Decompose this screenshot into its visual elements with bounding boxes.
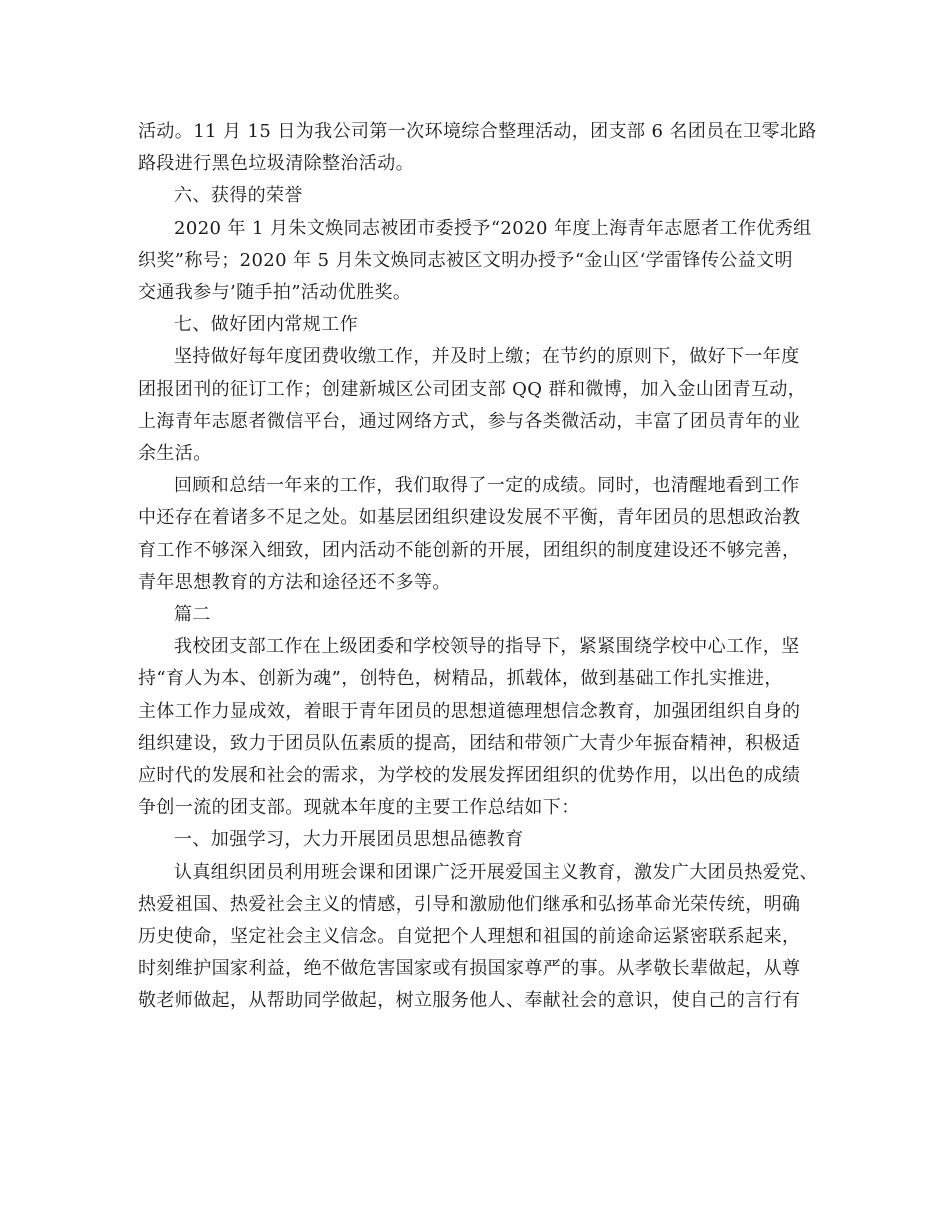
text-line: 我校团支部工作在上级团委和学校领导的指导下，紧紧围绕学校中心工作，坚: [174, 636, 800, 658]
text-line: 七、做好团内常规工作: [174, 314, 358, 336]
paragraph: [138, 470, 818, 599]
text-line: 敬老师做起，从帮助同学做起，树立服务他人、奉献社会的意识，使自己的言行有: [138, 990, 801, 1012]
text-line: 六、获得的荣誉: [174, 185, 303, 207]
text-line: 育工作不够深入细致，团内活动不能创新的开展，团组织的制度建设还不够完善，: [138, 539, 801, 561]
paragraph: [138, 631, 818, 824]
text-line: 组织建设，致力于团员队伍素质的提高，团结和带领广大青少年振奋精神，积极适: [138, 732, 801, 754]
text-line: 一、加强学习，大力开展团员思想品德教育: [174, 829, 524, 851]
text-line: 交通我参与’随手拍”活动优胜奖。: [138, 282, 412, 304]
text-line: 篇二: [174, 604, 211, 626]
text-line: 应时代的发展和社会的需求，为学校的发展发挥团组织的优势作用，以出色的成绩: [138, 765, 801, 787]
text-line: 争创一流的团支部。现就本年度的主要工作总结如下：: [138, 797, 580, 819]
text-line: 活动。11 月 15 日为我公司第一次环境综合整理活动，团支部 6 名团员在卫零北路: [138, 121, 817, 142]
paragraph: [138, 180, 818, 212]
text-line: 中还存在着诸多不足之处。如基层团组织建设发展不平衡，青年团员的思想政治教: [138, 507, 801, 529]
text-line: 2020 年 1 月朱文焕同志被团市委授予“2020 年度上海青年志愿者工作优秀组: [174, 217, 812, 239]
text-line: 青年思想教育的方法和途径还不多等。: [138, 571, 451, 593]
paragraph: [138, 341, 818, 470]
document-body: [138, 116, 818, 1018]
text-line: 团报团刊的征订工作；创建新城区公司团支部 QQ 群和微博，加入金山团青互动，: [138, 378, 807, 400]
text-line: 织奖”称号；2020 年 5 月朱文焕同志被区文明办授予“金山区‘学雷锋传公益文明: [138, 249, 793, 271]
text-line: 余生活。: [138, 443, 212, 465]
paragraph: [138, 824, 818, 856]
paragraph: [138, 213, 818, 310]
text-line: 回顾和总结一年来的工作，我们取得了一定的成绩。同时，也清醒地看到工作: [174, 475, 800, 497]
paragraph: [138, 599, 818, 631]
text-line: 持“育人为本、创新为魂”，创特色，树精品，抓载体，做到基础工作扎实推进，: [138, 668, 783, 690]
paragraph: [138, 857, 818, 1018]
text-line: 坚持做好每年度团费收缴工作，并及时上缴；在节约的原则下，做好下一年度: [174, 346, 800, 368]
paragraph: [138, 309, 818, 341]
text-line: 主体工作力显成效，着眼于青年团员的思想道德理想信念教育，加强团组织自身的: [138, 700, 801, 722]
text-line: 热爱祖国、热爱社会主义的情感，引导和激励他们继承和弘扬革命光荣传统，明确: [138, 893, 801, 915]
text-line: 认真组织团员利用班会课和团课广泛开展爱国主义教育，激发广大团员热爱党、: [174, 861, 818, 883]
text-line: 时刻维护国家利益，绝不做危害国家或有损国家尊严的事。从孝敬长辈做起，从尊: [138, 958, 801, 980]
text-line: 上海青年志愿者微信平台，通过网络方式，参与各类微活动，丰富了团员青年的业: [138, 410, 801, 432]
text-line: 路段进行黑色垃圾清除整治活动。: [138, 153, 414, 175]
paragraph: [138, 116, 818, 180]
text-line: 历史使命，坚定社会主义信念。自觉把个人理想和祖国的前途命运紧密联系起来，: [138, 926, 801, 948]
